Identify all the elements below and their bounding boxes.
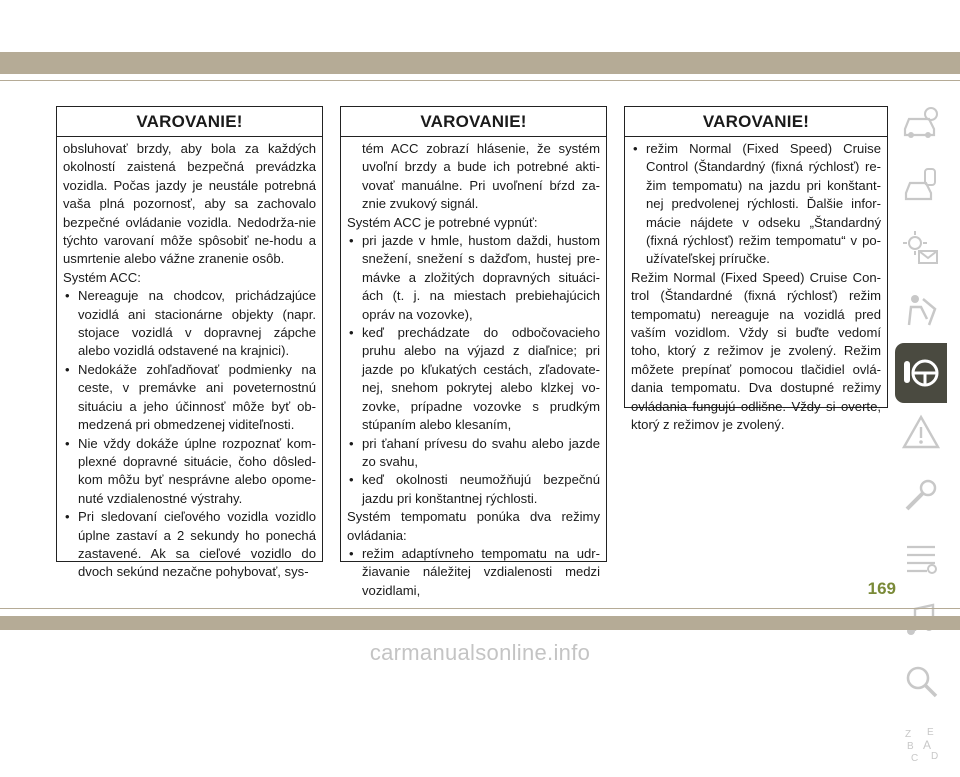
tab-car-info[interactable] bbox=[895, 95, 947, 155]
list-item: • keď prechádzate do odbočovacieho pruhu alebo na výjazd z diaľnice; pri jazde po kľukatých cestách, zľadovate-nej, snehom pokrytej alebo klzkej vo-zovke, prípadne vozovke s prudkým stúpaním alebo klesaním, bbox=[347, 324, 600, 434]
list-item-continuation: tém ACC zobrazí hlásenie, že systém uvoľní brzdy a bude ich potrebné akti-vovať manuálne. Pri uvoľnení bŕzd za-znie zvukový signál. bbox=[362, 141, 600, 212]
tab-keys[interactable] bbox=[895, 157, 947, 217]
continuation-list bbox=[347, 140, 600, 214]
warning-body bbox=[341, 137, 606, 600]
tab-safety[interactable] bbox=[895, 281, 947, 341]
dashboard-light-icon bbox=[901, 227, 941, 269]
svg-text:Z: Z bbox=[905, 729, 912, 740]
warning-heading: VAROVANIE! bbox=[625, 107, 887, 137]
svg-text:C: C bbox=[911, 753, 919, 764]
bottom-divider bbox=[0, 608, 960, 609]
svg-text:B: B bbox=[907, 741, 914, 752]
tab-service[interactable] bbox=[895, 467, 947, 527]
acc-limitations-list bbox=[63, 287, 316, 582]
acc-off-list bbox=[347, 232, 600, 508]
list-item: • pri ťahaní prívesu do svahu alebo jazde zo svahu, bbox=[347, 435, 600, 472]
svg-text:D: D bbox=[931, 751, 939, 762]
watermark: carmanualsonline.info bbox=[369, 640, 591, 665]
top-decorative-band bbox=[0, 52, 960, 74]
warning-box-1 bbox=[56, 106, 323, 580]
list-item: • pri jazde v hmle, hustom daždi, hustom snežení, snežení s dažďom, hustej pre-mávke a zložitých dopravných situáci-ách (t. j. na miestach prebiehajúcich opráv na vozovke), bbox=[347, 232, 600, 324]
search-index-icon bbox=[901, 661, 941, 703]
car-key-icon bbox=[901, 165, 941, 207]
list-item: • Nedokáže zohľadňovať podmienky na ceste, v premávke ani poveternostnú situáciu a jeho účinnosť môže byť ob-medzená pri obmedzenej viditeľnosti. bbox=[63, 361, 316, 435]
list-item: • keď okolnosti neumožňujú bezpečnú jazdu pri konštantnej rýchlosti. bbox=[347, 471, 600, 508]
warning-box-3 bbox=[624, 106, 888, 433]
tab-driving[interactable] bbox=[895, 343, 947, 403]
specifications-icon bbox=[901, 537, 941, 579]
top-divider bbox=[0, 80, 960, 81]
warning-box-2 bbox=[340, 106, 607, 598]
warning-heading: VAROVANIE! bbox=[57, 107, 322, 137]
page-number: 169 bbox=[867, 579, 896, 598]
tab-dashboard[interactable] bbox=[895, 219, 947, 279]
service-wrench-icon bbox=[901, 475, 941, 517]
normal-mode-paragraph: Režim Normal (Fixed Speed) Cruise Con-trol (Štandardné (fixná rýchlosť) režim tempomatu) nereaguje na vozidlá pred vaším vozidlom. Vždy si buďte vedomí toho, ktorý z režimov je zvolený. Režim môžete prepínať pomocou tlačidiel ovlá-dania tempomatu. Dva dostupné režimy ovládania fungujú odlišne. Vždy si overte, ktorý z režimov je zvolený. bbox=[631, 269, 881, 433]
list-item: • Nie vždy dokáže úplne rozpoznať kom-plexné dopravné situácie, čoho dôsled-kom môžu byť nesprávne alebo opome-nuté vzdialenostné výstrahy. bbox=[63, 435, 316, 509]
safety-airbag-icon bbox=[901, 289, 941, 331]
warning-intro: obsluhovať brzdy, aby bola za každých okolností zaistená bezpečná prevádzka vozidla. Počas jazdy je neustále potrebná vaša plná pozornosť, aby sa zachovalo bezpečné ovládanie vozidla. Nedodrža-nie týchto varovaní môže spôsobiť ne-hodu a usmrtenie alebo vážne zranenie osôb. bbox=[63, 141, 316, 267]
chapter-tabs bbox=[895, 95, 950, 777]
tab-specifications[interactable] bbox=[895, 529, 947, 589]
svg-text:A: A bbox=[923, 738, 932, 752]
warning-body bbox=[625, 137, 887, 435]
list-item: • režim adaptívneho tempomatu na udr-žiavanie náležitej vzdialenosti medzi vozidlami, bbox=[347, 545, 600, 600]
acc-off-label: Systém ACC je potrebné vypnúť: bbox=[347, 214, 538, 230]
tab-languages[interactable] bbox=[895, 715, 947, 775]
list-item: • Nereaguje na chodcov, prichádzajúce vozidlá ani stacionárne objekty (napr. stojace vozidlá v dopravnej zápche alebo vozidlá odstavené na krajnici). bbox=[63, 287, 316, 361]
modes-list-continued bbox=[631, 140, 881, 269]
warning-triangle-icon bbox=[901, 413, 941, 455]
warning-heading: VAROVANIE! bbox=[341, 107, 606, 137]
list-item: • Pri sledovaní cieľového vozidla vozidlo úplne zastaví a 2 sekundy ho ponechá zastavené. Ak sa cieľové vozidlo do dvoch sekúnd nezačne pohybovať, sys- bbox=[63, 508, 316, 582]
tab-emergency[interactable] bbox=[895, 405, 947, 465]
language-index-icon bbox=[901, 723, 941, 765]
acc-label: Systém ACC: bbox=[63, 269, 141, 285]
modes-label: Systém tempomatu ponúka dva režimy ovládania: bbox=[347, 509, 600, 543]
svg-text:E: E bbox=[927, 727, 934, 738]
list-item: • režim Normal (Fixed Speed) Cruise Control (Štandardný (fixná rýchlosť) re-žim tempomatu) na jazdu pri konštant-nej predvolenej rýchlosti. Ďalšie infor-mácie nájdete v odseku „Štandardný (fixná rýchlosť) režim tempomatu“ v po-užívateľskej príručke. bbox=[631, 140, 881, 269]
steering-wheel-icon bbox=[901, 351, 941, 393]
bottom-decorative-band bbox=[0, 616, 960, 630]
car-info-icon bbox=[901, 103, 941, 145]
warning-body bbox=[57, 137, 322, 582]
modes-list bbox=[347, 545, 600, 600]
